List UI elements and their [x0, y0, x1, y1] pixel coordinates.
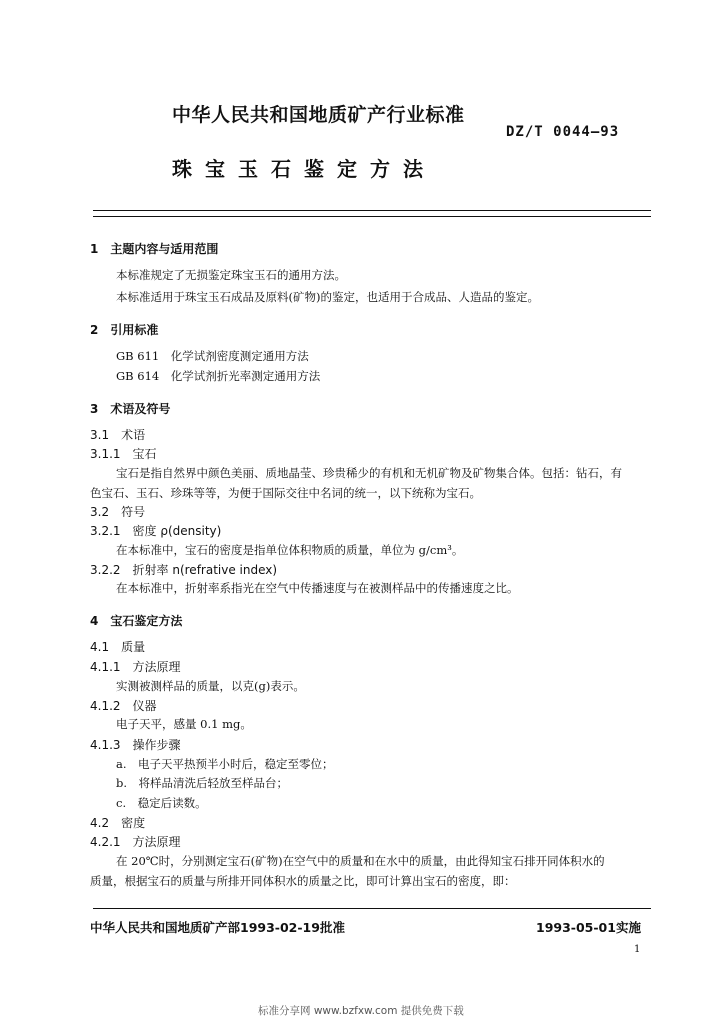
implementation-date: 1993-05-01实施 [536, 920, 641, 935]
watermark-link[interactable]: 标准分享网 www.bzfxw.com 提供免费下载 [258, 1005, 464, 1017]
section-2-heading: 2 引用标准 [90, 323, 159, 337]
section-4-1-2-heading: 4.1.2 仪器 [90, 699, 157, 713]
density-principle-line-1: 在 20℃时，分别测定宝石(矿物)在空气中的质量和在水中的质量，由此得知宝石排开同体积水的 [116, 854, 605, 868]
approval-line: 中华人民共和国地质矿产部1993-02-19批准 [90, 920, 345, 935]
reference-gb614: GB 614 化学试剂折光率测定通用方法 [116, 369, 321, 383]
instrument-text: 电子天平，感量 0.1 mg。 [116, 717, 252, 731]
header-rule-top [93, 210, 651, 211]
gem-definition-line-1: 宝石是指自然界中颜色美丽、质地晶莹、珍贵稀少的有机和无机矿物及矿物集合体。包括：钻石，有 [116, 466, 622, 480]
section-4-1-3-heading: 4.1.3 操作步骤 [90, 738, 181, 752]
header-rule-bottom [93, 216, 651, 217]
procedure-step-b: b. 将样品清洗后轻放至样品台； [116, 776, 289, 790]
section-3-heading: 3 术语及符号 [90, 402, 171, 416]
section-1-heading: 1 主题内容与适用范围 [90, 242, 219, 256]
section-4-2-1-heading: 4.2.1 方法原理 [90, 835, 181, 849]
section-4-1-heading: 4.1 质量 [90, 640, 146, 654]
section-3-1-1-heading: 3.1.1 宝石 [90, 447, 157, 461]
section-1-paragraph-2: 本标准适用于珠宝玉石成品及原料(矿物)的鉴定，也适用于合成品、人造品的鉴定。 [116, 290, 539, 304]
density-definition: 在本标准中，宝石的密度是指单位体积物质的质量，单位为 g/cm³。 [116, 543, 464, 557]
refractive-index-definition: 在本标准中，折射率系指光在空气中传播速度与在被测样品中的传播速度之比。 [116, 581, 519, 595]
issuing-organization: 中华人民共和国地质矿产行业标准 [172, 104, 465, 126]
section-3-2-2-heading: 3.2.2 折射率 n(refrative index) [90, 563, 278, 577]
procedure-step-c: c. 稳定后读数。 [116, 796, 207, 810]
reference-gb611: GB 611 化学试剂密度测定通用方法 [116, 349, 309, 363]
section-3-1-heading: 3.1 术语 [90, 428, 146, 442]
mass-principle-text: 实测被测样品的质量，以克(g)表示。 [116, 679, 305, 693]
footer-rule [93, 908, 651, 909]
section-4-1-1-heading: 4.1.1 方法原理 [90, 660, 181, 674]
section-4-heading: 4 宝石鉴定方法 [90, 614, 183, 628]
gem-definition-line-2: 色宝石、玉石、珍珠等等，为便于国际交往中名词的统一，以下统称为宝石。 [90, 486, 481, 500]
standard-code: DZ/T 0044—93 [506, 124, 620, 140]
section-4-2-heading: 4.2 密度 [90, 816, 146, 830]
section-1-paragraph-1: 本标准规定了无损鉴定珠宝玉石的通用方法。 [116, 268, 346, 282]
page-number: 1 [634, 944, 641, 955]
procedure-step-a: a. 电子天平热预半小时后，稳定至零位； [116, 757, 334, 771]
section-3-2-1-heading: 3.2.1 密度 ρ(density) [90, 524, 222, 538]
density-principle-line-2: 质量，根据宝石的质量与所排开同体积水的质量之比，即可计算出宝石的密度，即： [90, 874, 516, 888]
document-title: 珠宝玉石鉴定方法 [172, 157, 436, 181]
section-3-2-heading: 3.2 符号 [90, 505, 146, 519]
